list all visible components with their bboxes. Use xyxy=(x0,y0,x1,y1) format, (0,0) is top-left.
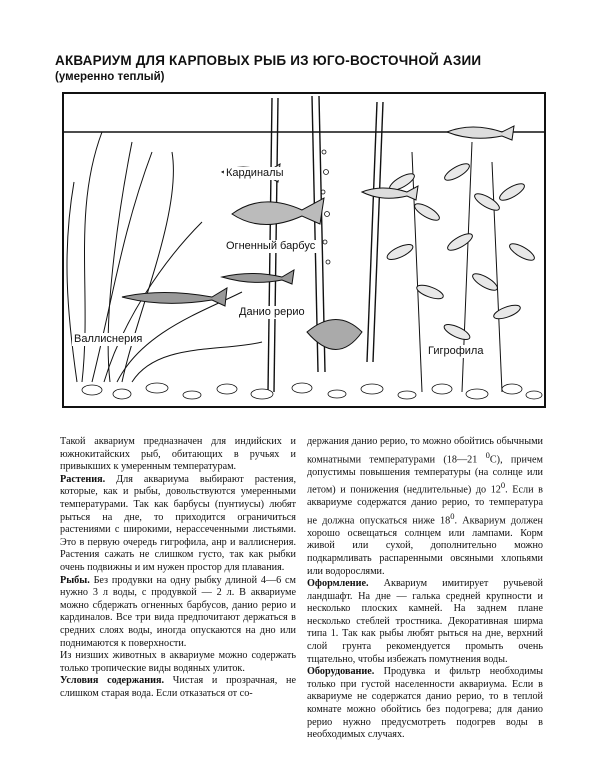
page-subtitle: (умеренно теплый) xyxy=(55,71,165,83)
equipment-heading: Оборудование. xyxy=(307,666,375,678)
design-text: Аквариум имитирует ручьевой ландшафт. На дне — галька средней крупности и несколько плоских камней. На заднем плане несколько стеблей тростника. Декоративная ширма типа 1. Так как рыбы любят рыться на дне, верхний слой грунта рекомендуется промыть очень тщательно, чтобы избежать помутнения воды. xyxy=(307,578,543,665)
label-zebra-danio: Данио рерио xyxy=(239,306,305,318)
conditions-heading: Условия содержания. xyxy=(60,675,165,687)
design-paragraph xyxy=(307,578,543,666)
text-column-left xyxy=(60,436,296,700)
plants-paragraph xyxy=(60,474,296,575)
conditions-cont-3: . Если в аквариуме содержатся данио рерио, то температура не должна опускаться ниже 18 xyxy=(307,484,543,527)
text-column-right xyxy=(307,436,543,742)
equipment-text: Продувка и фильтр необходимы только при густой населенности аквариума. Если в аквариуме не содержатся данио рерио, то в теплой комнате можно обойтись без подогрева; для данио рерио нужно предусмотреть подогрев воды в необходимых случаях. xyxy=(307,666,543,741)
label-hygrophila: Гигрофила xyxy=(428,345,484,357)
plants-text: Для аквариума выбирают растения, которые, как и рыбы, довольствуются умеренными температурами. Так как барбусы (пунтиусы) любят рыться на дне, то приходится ограничиться растениями с широкими, нерассеченными листьями. Это в первую очередь гигрофила, анр и валлиснерия. Растения сажать не слишком густо, так как рыбки очень подвижны и им нужен простор для плавания. xyxy=(60,473,296,573)
label-vallisneria: Валлиснерия xyxy=(74,333,143,345)
degree-sign: 0 xyxy=(485,449,490,460)
aquarium-illustration xyxy=(62,92,546,408)
label-cardinals: Кардиналы xyxy=(226,167,284,179)
fish-paragraph xyxy=(60,575,296,651)
degree-sign: 0 xyxy=(500,480,506,491)
fish-text: Без продувки на одну рыбку длиной 4—6 см нужно 3 л воды, с продувкой — 2 л. В аквариуме можно сбдержать огненных барбусов, данио рерио и кардиналов. Все три вида предпочитают держаться в средних слоях воды, иногда опускаются на дно или поднимаются к поверхности. xyxy=(60,574,296,649)
design-heading: Оформление. xyxy=(307,578,369,590)
conditions-cont-4: . Аквариум должен хорошо освещаться солнцем или лампами. Корм живой или сухой, дополнительно можно подкармливать распаренными овсяными хлопьями или водорослями. xyxy=(307,515,544,577)
page-title: АКВАРИУМ ДЛЯ КАРПОВЫХ РЫБ ИЗ ЮГО-ВОСТОЧНОЙ АЗИИ xyxy=(55,53,482,68)
conditions-continued xyxy=(307,436,543,578)
lower-animals-paragraph: Из низших животных в аквариуме можно содержать только тропические виды водяных улиток. xyxy=(60,650,296,674)
conditions-paragraph xyxy=(60,675,296,700)
plants-heading: Растения. xyxy=(60,473,106,485)
intro-paragraph: Такой аквариум предназначен для индийских и южнокитайских рыб, обитающих в ручьях и привыкших к умеренным температурам. xyxy=(60,436,296,473)
conditions-cont-2: С), причем допустимы повышения температуры (на солнце или летом) и понижения (недлительные) до 12 xyxy=(307,453,544,496)
conditions-text: Чистая и прозрачная, не слишком старая вода. Если отказаться от со- xyxy=(60,675,296,699)
fish-heading: Рыбы. xyxy=(60,574,90,586)
degree-sign: 0 xyxy=(450,510,455,521)
equipment-paragraph xyxy=(307,666,543,742)
label-fire-barb: Огненный барбус xyxy=(226,240,316,252)
conditions-cont-1: держания данио рерио, то можно обойтись обычными комнатными температурами (18—21 xyxy=(307,436,543,465)
